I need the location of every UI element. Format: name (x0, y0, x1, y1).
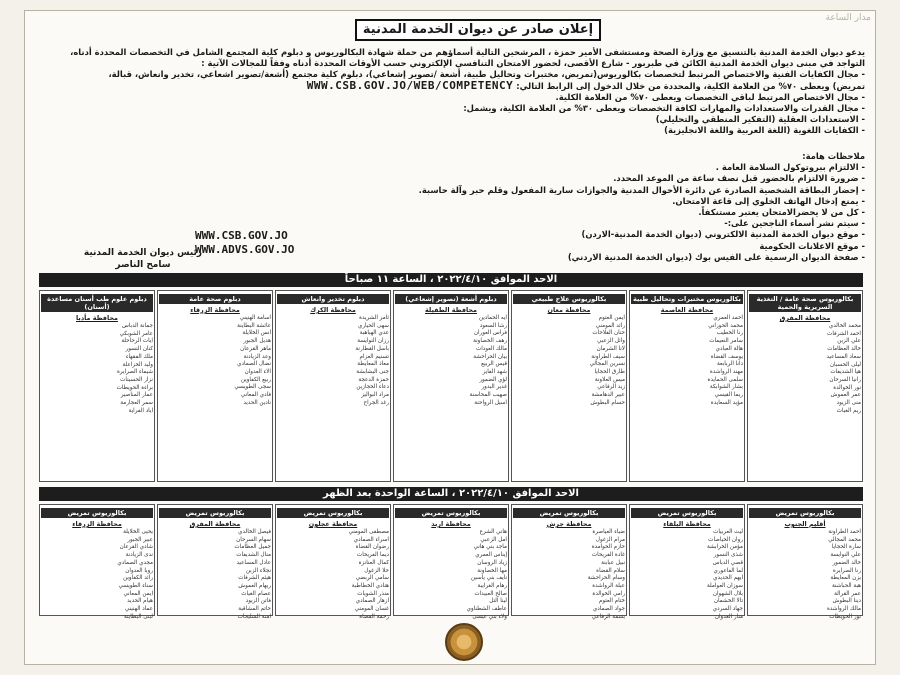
candidate-column (629, 504, 745, 620)
candidate-name: اسراء الصمادي (353, 536, 389, 543)
candidate-name: نزار الحسينات (120, 376, 153, 383)
governorate-label: أقليم الجنوب (784, 520, 826, 528)
candidate-name: بسمة الرفاعي (591, 613, 625, 620)
candidates-grid-afternoon (39, 504, 863, 620)
candidate-name: مالك الرواشدة (826, 606, 861, 613)
candidate-name: فراس العوران (473, 330, 507, 337)
candidate-name: سوزان العواملة (707, 582, 743, 589)
candidate-name: سعاد المساعيد (826, 353, 861, 360)
candidate-name: لبنى البطاينة (123, 613, 153, 620)
candidate-name: رائد الكفاوين (123, 575, 153, 582)
candidate-name: هاني الشرع (479, 529, 507, 535)
candidate-name: عدي الهباهبة (359, 330, 389, 337)
candidate-column (629, 290, 745, 482)
candidate-name: احمد الطراونة (828, 529, 861, 535)
specialty-header: دبلوم صحة عامة (159, 294, 271, 304)
governorate-label: محافظة العاصمة (660, 306, 714, 314)
candidate-column (157, 290, 273, 482)
note-item: - موقع ديوان الخدمة المدنية الالكتروني (ديوان الخدمة المدنية-الاردن) (581, 229, 865, 240)
candidate-name: مها الخصاونة (477, 567, 507, 574)
candidates-grid-morning (39, 290, 863, 482)
candidate-name: هيام الحديد (127, 598, 153, 605)
seal-icon (445, 623, 483, 661)
candidate-name: سامر النعيمات (709, 338, 743, 345)
candidate-name: حلا الزغول (364, 567, 389, 574)
candidate-name: محمد الحوراني (708, 322, 743, 329)
web-urls (195, 229, 615, 257)
candidate-name: سامي الربضي (355, 575, 389, 582)
candidate-name: يحيى الخلايلة (123, 529, 153, 535)
watermark: مدار الساعة (825, 13, 871, 23)
candidate-name: صهيب المحاسنة (469, 392, 507, 399)
candidate-name: رضوان القضاة (355, 544, 389, 551)
candidate-name: عمر العموش (830, 392, 861, 399)
candidate-name: عصام الغياث (241, 590, 271, 597)
candidate-name: جواد الصمادي (592, 606, 625, 613)
governorate-label: محافظة المفرق (779, 314, 831, 322)
candidate-name: ختام العتوم (598, 598, 625, 605)
candidate-name: اياد الفراية (128, 407, 153, 414)
candidate-name: بلال الشهوان (712, 590, 743, 597)
candidate-name: هالة العبادي (715, 345, 743, 352)
governorate-label: محافظة اربد (431, 520, 471, 528)
candidate-column (747, 504, 863, 620)
intro-line: - الكفايات اللغوية (اللغة العربية واللغة الانجليزية) (664, 125, 865, 135)
candidate-name: سلمى الحمايدة (707, 376, 743, 383)
candidate-name: رائد المومني (595, 322, 625, 329)
specialty-header: بكالوريوس علاج طبيعي (513, 294, 625, 304)
governorate-label: محافظة البلقاء (663, 520, 711, 528)
candidate-name: روان الحياصات (708, 536, 743, 543)
candidate-name: نبيل عبابنة (601, 559, 625, 566)
candidate-name: ضياء العياصرة (592, 529, 625, 535)
candidate-name: احمد العمري (713, 315, 743, 321)
candidate-name: جنى البشابشة (356, 368, 389, 375)
candidate-name: بيان الحراحشة (473, 353, 507, 360)
candidate-name: هبة الحباشنة (831, 582, 861, 589)
candidate-name: دينا البطوش (832, 598, 861, 605)
candidate-name: عبير الجبور (127, 536, 153, 543)
candidate-name: فيصل الخالدي (238, 529, 271, 535)
candidate-name: قيس الربيع (481, 361, 507, 368)
intro-text (39, 47, 865, 136)
candidate-name: هنادي الخطاطبة (351, 582, 389, 589)
specialty-header: دبلوم علوم طب أسنان مساعدة (أسنان) (41, 294, 153, 312)
candidate-name: براءة الحويطات (116, 384, 153, 391)
candidate-name: مراد البواليز (361, 392, 389, 399)
candidate-name: وليد الخزاعلة (122, 361, 153, 368)
candidate-name: الاء العدوان (244, 368, 271, 375)
intro-line (39, 80, 865, 92)
session-band-morning: الاحد الموافق ٢٠٢٢/٤/١٠ ، الساعة ١١ صباحاً (39, 273, 863, 287)
advs-url[interactable]: WWW.ADVS.GOV.JO (195, 243, 295, 256)
candidate-column (39, 504, 155, 620)
candidate-name: ايمن المعاني (123, 590, 153, 597)
candidate-name: خالد الضمور (832, 559, 861, 566)
governorate-label: محافظة عجلون (308, 520, 358, 528)
candidate-name: عبير الدهامشة (591, 392, 625, 399)
candidate-name: جميل العظامات (234, 544, 271, 551)
specialty-header: بكالوريوس تمريض (277, 508, 389, 518)
candidate-name: رحمة القضاة (359, 613, 389, 620)
candidate-name: رهام الغرايبة (477, 582, 507, 589)
candidate-name: بشار الشوابكة (709, 384, 743, 391)
candidate-name: سجى الطويسي (234, 384, 271, 391)
specialty-header: بكالوريوس صحة عامة / التغذية السريرية والحمية (749, 294, 861, 312)
candidate-name: مجدي الصمادي (117, 559, 153, 566)
candidate-name: وعد الزيادنة (243, 353, 271, 360)
specialty-header: بكالوريوس تمريض (41, 508, 153, 518)
candidate-column (275, 504, 391, 620)
candidate-column (275, 290, 391, 482)
candidate-column (157, 504, 273, 620)
candidate-name: تالا الخشمان (713, 598, 743, 605)
candidate-name: غدير البدور (481, 384, 507, 391)
candidate-name: ايمن العتوم (598, 315, 625, 321)
specialty-header: دبلوم تخدير وانعاش (277, 294, 389, 304)
candidate-name: ميس العلاونة (594, 376, 625, 383)
intro-line: يدعو ديوان الخدمة المدنية بالتنسيق مع وزارة الصحة ومستشفى الأمير حمزة ، المرشحين التالية أسماؤهم من حملة شهادة البكالوريوس و دبلوم كلية المجتمع الشامل في التخصصات المحددة أدناه، (70, 47, 865, 57)
candidate-name: منذر الشويات (357, 590, 389, 597)
candidate-name: غادة الفريحات (591, 552, 625, 559)
note-item: - كل من لا يحضرالامتحان يعتبر مستنكفاً. (698, 207, 865, 218)
candidate-name: سمر العجارمة (120, 400, 153, 407)
note-item: - ضرورة الالتزام بالحضور قبل نصف ساعة من الموعد المحدد. (613, 173, 865, 184)
candidate-name: حسام البطوش (590, 399, 625, 406)
candidate-name: حاتم المشاقبة (238, 606, 271, 613)
governorate-label: محافظة الزرقاء (190, 306, 240, 314)
candidate-name: ملك الفقهاء (125, 353, 153, 360)
candidate-name: سهام السرحان (236, 536, 271, 543)
note-item: - سيتم نشر أسماء الناجحين على:- (724, 218, 865, 229)
specialty-header: بكالوريوس تمريض (631, 508, 743, 518)
candidate-name: سهى الحياري (357, 322, 389, 329)
candidate-name: امنة السليحات (237, 613, 271, 620)
candidate-name: ريم الغياث (836, 407, 861, 414)
candidate-name: ديما الفريحات (356, 552, 389, 559)
candidate-column (511, 504, 627, 620)
candidate-column (393, 504, 509, 620)
candidate-name: رشا السعود (479, 322, 507, 329)
announcement-title: إعلان صادر عن ديوان الخدمة المدنية (355, 19, 601, 41)
candidate-name: شيماء الصرايرة (116, 369, 153, 376)
candidate-name: عبلة الرواشدة (592, 582, 625, 589)
candidate-name: ازهار الصمادي (355, 598, 389, 605)
candidate-name: عمار المناصير (120, 392, 153, 399)
notes-title: ملاحظات هامة: (802, 151, 865, 161)
candidate-name: يزن المعايطة (830, 575, 861, 582)
csb-url[interactable]: WWW.CSB.GOV.JO (195, 229, 288, 242)
candidate-column (39, 290, 155, 482)
candidate-name: مرام الزغول (595, 536, 625, 543)
specialty-header: بكالوريوس تمريض (513, 508, 625, 518)
intro-line: - مجال القدرات والاستعدادات والمهارات لكافة التخصصات ويعطى ٣٠% من العلامة الكلية، ويشمل: (463, 103, 865, 113)
specialty-header: بكالوريوس تمريض (159, 508, 271, 518)
candidate-name: ايه الحمادين (478, 315, 507, 321)
intro-line: - مجال الكفايات الفنية والاختصاص المرتبط لتخصصات بكالوريوس(تمريض، مختبرات وتحاليل طبية، أشعة /تصوير إشعاعي)، دبلوم كلية مجتمع (أشعة/تصوير اشعاعي، تخدير وانعاش، قبالة، (108, 69, 865, 79)
note-item: - الالتزام ببروتوكول السلامة العامة . (715, 162, 865, 173)
candidate-name: انس الخلايلة (242, 330, 271, 337)
candidate-name: معاذ المعايطة (357, 361, 389, 368)
candidate-name: سيف الطراونة (591, 353, 625, 360)
candidate-name: مؤمن الخرابشة (707, 544, 743, 551)
candidate-name: هديل الجبور (243, 338, 271, 345)
candidate-name: هيثم الشرفات (238, 575, 271, 582)
candidate-name: مهند الرواشدة (709, 368, 743, 375)
candidate-name: لؤي الضمور (479, 376, 507, 383)
candidate-name: دانا الربابعة (717, 361, 743, 368)
candidate-name: كنان النسور (125, 346, 153, 353)
candidate-name: امل الزعبي (480, 536, 507, 543)
candidate-name: ليلى الحسبان (829, 361, 861, 368)
candidate-name: ليث العربيات (713, 529, 743, 535)
specialty-header: دبلوم أشعة (تصوير إشعاعي) (395, 294, 507, 304)
governorate-label: محافظة المفرق (189, 520, 241, 528)
candidate-name: تسنيم العزام (359, 353, 389, 360)
candidate-name: منال الشديفات (236, 552, 271, 559)
candidate-name: صالح العبيدات (474, 590, 507, 597)
candidate-name: ماجد بني هاني (473, 544, 507, 551)
governorate-label: محافظة الطفيلة (425, 306, 477, 314)
candidate-name: وائل الزعبي (597, 338, 625, 345)
candidate-name: قصي الدباس (712, 559, 743, 566)
candidate-name: لانا الشرمان (596, 345, 625, 352)
candidate-name: ماهر القرعان (240, 345, 271, 352)
candidate-name: اسيل الرواحنة (474, 399, 507, 406)
candidate-name: دعاء الحجازين (356, 384, 389, 391)
candidate-name: مالك العودات (475, 345, 507, 352)
candidate-name: ريما القيسي (714, 392, 743, 399)
candidate-name: جمانة الدباس (121, 323, 153, 329)
candidate-name: سناء الطويسي (118, 582, 153, 589)
candidate-name: عماد الهنيني (124, 606, 153, 613)
candidate-name: نور الخوالدة (833, 384, 861, 391)
candidate-name: لينا التل (489, 598, 507, 605)
competency-url[interactable]: WWW.CSB.GOV.JO/WEB/COMPETENCY (306, 79, 514, 92)
candidate-name: ولاء بني عيسى (472, 613, 507, 620)
candidate-column (393, 290, 509, 482)
candidate-name: عاطف الشطناوي (466, 606, 507, 613)
candidate-name: علي الزبن (837, 338, 861, 345)
signature (73, 247, 213, 271)
governorate-label: محافظة جرش (546, 520, 592, 528)
candidate-name: علي النوايسة (830, 552, 861, 559)
governorate-label: محافظة مأدبا (76, 314, 118, 322)
candidate-name: جهاد السردي (712, 606, 743, 613)
candidate-name: إيناس العمري (475, 552, 507, 559)
candidate-name: سارة الحجايا (831, 544, 861, 551)
note-item: - يمنع إدخال الهاتف الخلوي إلى قاعة الامتحان. (672, 195, 865, 206)
candidate-name: رنا الخطيب (716, 330, 743, 337)
candidate-name: وسام الحراحشة (587, 575, 625, 582)
candidate-name: احمد الشرفات (827, 330, 861, 337)
candidate-name: عائشة البطاينة (237, 322, 271, 329)
session-band-afternoon: الاحد الموافق ٢٠٢٢/٤/١٠ ، الساعة الواحدة بعد الظهر (39, 487, 863, 501)
candidate-name: كمال العنانزة (358, 559, 389, 566)
candidate-name: يوسف القضاة (710, 353, 743, 360)
signature-role: رئيس ديوان الخدمة المدنية (83, 248, 203, 258)
governorate-label: محافظة الزرقاء (72, 520, 122, 528)
candidate-name: اسامة الهنيني (239, 315, 271, 321)
candidate-name: سلام القضاة (596, 567, 625, 574)
candidate-name: نادين الحديد (243, 399, 271, 406)
candidate-name: حنان الفلاحات (592, 330, 625, 337)
note-item: - موقع الاعلانات الحكومية (759, 240, 865, 251)
candidate-name: زياد الروسان (477, 559, 507, 566)
candidate-name: هيا الشديفات (830, 369, 861, 376)
candidate-name: عمر القرالة (834, 590, 861, 597)
candidate-name: رغد الجراح (363, 399, 389, 406)
specialty-header: بكالوريوس مختبرات وتحاليل طبية (631, 294, 743, 304)
candidate-name: ايات الرحاحلة (121, 338, 153, 345)
candidate-name: نسرين المجالي (589, 361, 625, 368)
candidate-name: شادي القرعان (119, 544, 153, 551)
candidate-name: محمد المجالي (828, 536, 861, 543)
candidate-name: ندى الزيادنة (125, 552, 153, 559)
candidate-name: نضال الصمادي (237, 361, 271, 368)
candidate-name: ثامر الشريدة (359, 315, 389, 321)
candidate-name: فاتن الزيود (245, 598, 271, 605)
candidate-name: ريهام العموش (238, 582, 271, 589)
candidate-name: نايف بني ياسين (471, 575, 507, 582)
candidate-name: لما الفاعوري (713, 567, 743, 574)
candidate-name: فادي المعاني (240, 392, 271, 399)
note-item: - صفحة الديوان الرسمية على الفيس بوك (ديوان الخدمة المدنية الاردني) (567, 251, 865, 262)
candidate-name: نور الحويطات (829, 613, 861, 620)
candidate-name: حمزة الدعجة (358, 376, 389, 383)
candidate-name: رامي الخوالدة (592, 590, 625, 597)
candidate-name: غسان المومني (354, 606, 389, 613)
signature-name: سامح الناصر (115, 260, 171, 270)
candidate-name: ربيع الكفاوين (240, 376, 271, 383)
candidate-name: رهف الخصاونة (473, 338, 507, 345)
candidate-name: ايهم الحديدي (713, 575, 743, 582)
candidate-column (511, 290, 627, 482)
governorate-label: محافظة معان (547, 306, 591, 314)
candidate-name: روبا العدوان (125, 567, 153, 574)
specialty-header: بكالوريوس تمريض (395, 508, 507, 518)
candidate-name: باسل القطارنة (355, 345, 389, 352)
candidate-name: شهد الفايز (482, 368, 507, 375)
candidate-name: مؤيد السعايدة (710, 399, 743, 406)
candidate-name: مصطفى المومني (348, 529, 389, 535)
candidate-name: منار العدوان (714, 613, 743, 620)
candidate-name: حازم الحوامدة (591, 544, 625, 551)
candidate-name: طارق الحجايا (594, 368, 625, 375)
candidate-column (747, 290, 863, 482)
candidate-name: عادل المساعيد (236, 559, 271, 566)
governorate-label: محافظة الكرك (310, 306, 356, 314)
candidate-name: رانيا السرحان (829, 376, 861, 383)
candidate-name: شذى النسور (713, 552, 743, 559)
specialty-header: بكالوريوس تمريض (749, 508, 861, 518)
intro-line: التواجد في مبنى ديوان الخدمة المدنية الكائن في طبربور - شارع الأقصى، لحضور الامتحان التنافسي الإلكتروني حسب الأوقات المحددة أدناه وفقاً للمجالات الآتية : (201, 58, 865, 68)
candidate-name: رنا الصرايرة (832, 567, 861, 574)
intro-line: - الاستعدادات العقلية (التفكير المنطقي والتحليلي) (655, 114, 865, 124)
candidate-name: محمد الخالدي (828, 323, 861, 329)
announcement-page (24, 10, 876, 665)
candidate-name: منى الزيود (836, 400, 861, 407)
candidate-name: خالد العظامات (827, 346, 861, 353)
intro-line: - مجال الاختصاص المرتبط لباقي التخصصات ويعطى ٧٠% من العلامة الكلية. (555, 92, 865, 102)
note-item: - إحضار البطاقة الشخصية الصادرة عن دائرة الأحوال المدنية والجوازات سارية المفعول وقلم حبر وآلة حاسبة. (418, 184, 865, 195)
candidate-name: رزان النوايسة (357, 338, 389, 345)
candidate-name: زيد الرفاعي (597, 384, 625, 391)
intro-line-text: تمريض) ويعطى ٧٠% من العلامة الكلية، والمحددة من خلال الدخول إلى الرابط التالي: (516, 81, 865, 91)
candidate-name: عامر الشوبكي (119, 330, 153, 337)
candidate-name: نجلاء الزبن (245, 567, 271, 574)
